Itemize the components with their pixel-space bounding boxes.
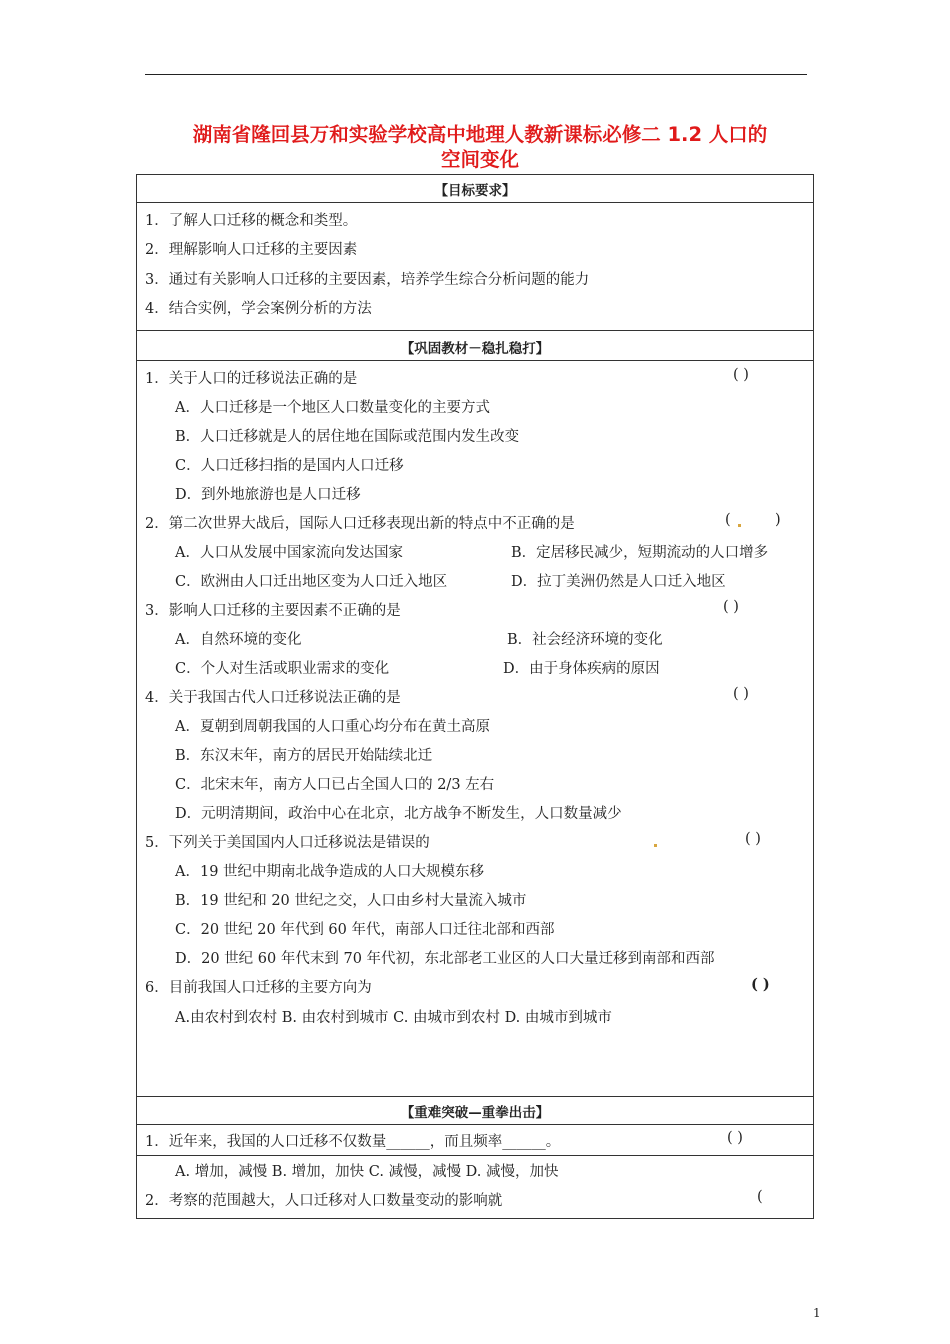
option-b: B．定居移民减少，短期流动的人口增多 xyxy=(511,545,769,561)
question-5-stem: 5．下列关于美国国内人口迁移说法是错误的 xyxy=(145,835,430,851)
option-c: C．人口迁移扫指的是国内人口迁移 xyxy=(175,458,404,474)
option-c: C．欧洲由人口迁出地区变为人口迁入地区 xyxy=(175,574,448,590)
row-divider xyxy=(137,1124,813,1125)
option-b: B．人口迁移就是人的居住地在国际或范围内发生改变 xyxy=(175,429,520,445)
section2-header: 【重难突破—重拳出击】 xyxy=(400,1105,550,1121)
option-c: C．个人对生活或职业需求的变化 xyxy=(175,661,390,677)
question-1-stem: 1．关于人口的迁移说法正确的是 xyxy=(145,371,358,387)
page-number: 1 xyxy=(813,1306,821,1320)
option-a: A．自然环境的变化 xyxy=(175,632,302,648)
row-divider xyxy=(137,1096,813,1097)
worksheet-table xyxy=(136,174,814,1219)
question-1-options: A. 增加，减慢 B. 增加，加快 C. 减慢，减慢 D. 减慢，加快 xyxy=(175,1164,559,1180)
option-d: D．元明清期间，政治中心在北京，北方战争不断发生，人口数量减少 xyxy=(175,806,622,822)
row-divider xyxy=(137,360,813,361)
question-3-stem: 3．影响人口迁移的主要因素不正确的是 xyxy=(145,603,401,619)
option-c: C．北宋末年，南方人口已占全国人口的 2/3 左右 xyxy=(175,777,495,793)
answer-paren-right: ) xyxy=(775,512,781,528)
answer-paren: ( ) xyxy=(723,599,739,615)
row-divider xyxy=(137,1155,813,1156)
option-b: B．东汉末年，南方的居民开始陆续北迁 xyxy=(175,748,433,764)
row-divider xyxy=(137,330,813,331)
option-d: D．20 世纪 60 年代末到 70 年代初，东北部老工业区的人口大量迁移到南部和西部 xyxy=(175,951,715,967)
scan-mark xyxy=(654,844,657,847)
question-1-stem: 1．近年来，我国的人口迁移不仅数量______，而且频率______。 xyxy=(145,1134,561,1150)
question-2-stem: 2．第二次世界大战后，国际人口迁移表现出新的特点中不正确的是 xyxy=(145,516,575,532)
option-d: D．到外地旅游也是人口迁移 xyxy=(175,487,361,503)
option-a: A．19 世纪中期南北战争造成的人口大规模东移 xyxy=(175,864,485,880)
answer-paren-left: ( xyxy=(725,512,731,528)
option-b: B．19 世纪和 20 世纪之交，人口由乡村大量流入城市 xyxy=(175,893,527,909)
option-d: D．拉丁美洲仍然是人口迁入地区 xyxy=(511,574,726,590)
answer-paren: ( ) xyxy=(751,976,770,993)
answer-paren: ( ) xyxy=(727,1130,743,1146)
section1-header: 【巩固教材－稳扎稳打】 xyxy=(400,341,550,357)
answer-paren: ( ) xyxy=(733,367,749,383)
title-line-2: 空间变化 xyxy=(440,148,519,171)
title-line-1: 湖南省隆回县万和实验学校高中地理人教新课标必修二 1.2 人口的 xyxy=(192,123,768,146)
objective-item: 3．通过有关影响人口迁移的主要因素，培养学生综合分析问题的能力 xyxy=(145,272,590,288)
objective-item: 2．理解影响人口迁移的主要因素 xyxy=(145,242,358,258)
option-b: B．社会经济环境的变化 xyxy=(507,632,663,648)
row-divider xyxy=(137,202,813,203)
scan-mark xyxy=(738,524,741,527)
option-a: A．夏朝到周朝我国的人口重心均分布在黄土高原 xyxy=(175,719,490,735)
question-4-stem: 4．关于我国古代人口迁移说法正确的是 xyxy=(145,690,401,706)
objective-item: 1．了解人口迁移的概念和类型。 xyxy=(145,213,358,229)
document-title xyxy=(140,122,820,172)
answer-paren: ( ) xyxy=(745,831,761,847)
objective-item: 4．结合实例，学会案例分析的方法 xyxy=(145,301,372,317)
header-rule xyxy=(145,74,807,75)
question-6-options: A.由农村到农村 B. 由农村到城市 C. 由城市到农村 D. 由城市到城市 xyxy=(175,1010,612,1026)
objectives-header: 【目标要求】 xyxy=(434,183,516,199)
option-c: C．20 世纪 20 年代到 60 年代，南部人口迁往北部和西部 xyxy=(175,922,555,938)
question-2-stem: 2．考察的范围越大，人口迁移对人口数量变动的影响就 xyxy=(145,1193,503,1209)
option-a: A．人口从发展中国家流向发达国家 xyxy=(175,545,403,561)
question-6-stem: 6．目前我国人口迁移的主要方向为 xyxy=(145,980,372,996)
answer-paren: ( ) xyxy=(733,686,749,702)
answer-paren: ( xyxy=(757,1189,763,1205)
option-d: D．由于身体疾病的原因 xyxy=(503,661,660,677)
option-a: A．人口迁移是一个地区人口数量变化的主要方式 xyxy=(175,400,490,416)
